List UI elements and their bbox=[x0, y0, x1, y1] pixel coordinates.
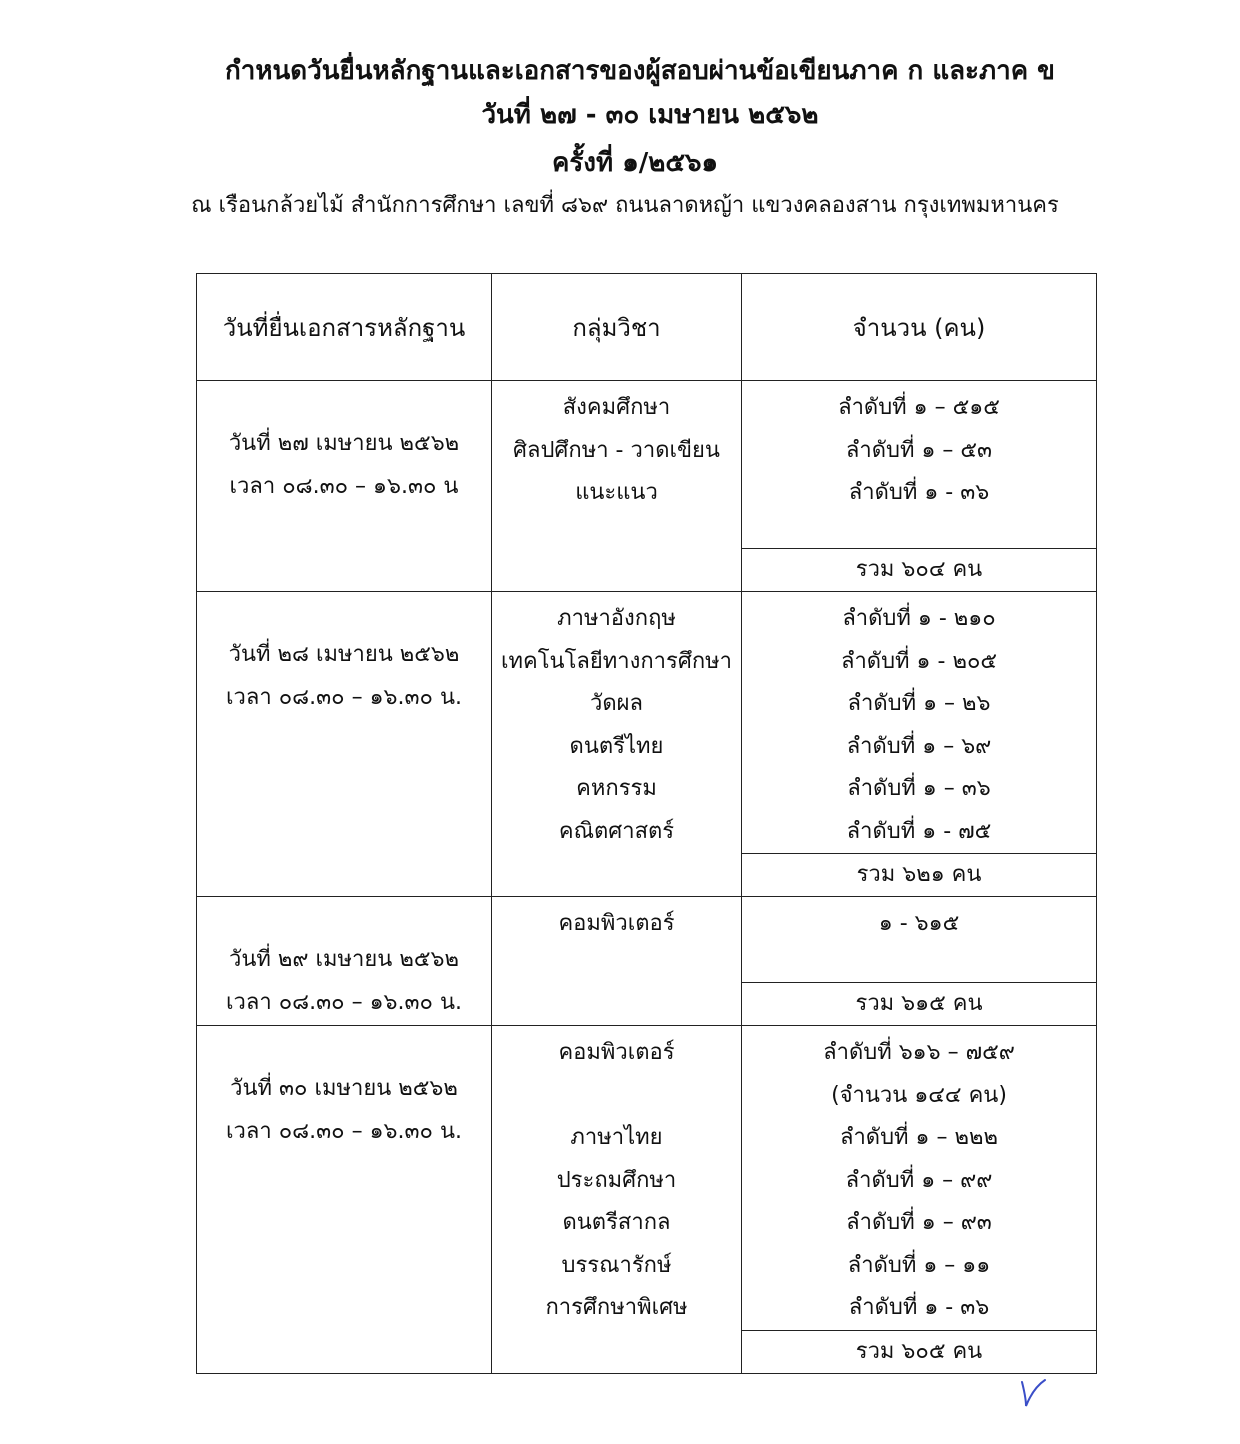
subject-item: ดนตรีสากล bbox=[562, 1210, 671, 1235]
subject-cell bbox=[492, 897, 742, 1026]
date-line: วันที่ ๒๘ เมษายน ๒๕๖๒ bbox=[228, 642, 460, 667]
count-cell bbox=[742, 897, 1097, 983]
count-item: ลำดับที่ ๑ – ๓๖ bbox=[847, 776, 991, 801]
count-item: ลำดับที่ ๑ - ๓๖ bbox=[848, 1295, 990, 1320]
date-cell bbox=[197, 592, 492, 897]
table-row bbox=[197, 592, 1097, 854]
subject-item: บรรณารักษ์ bbox=[561, 1252, 672, 1278]
table-row bbox=[197, 897, 1097, 983]
count-item: ลำดับที่ ๑ - ๒๐๕ bbox=[840, 648, 998, 674]
count-item: ลำดับที่ ๑ – ๙๓ bbox=[846, 1210, 992, 1235]
subject-item: การศึกษาพิเศษ bbox=[545, 1295, 688, 1320]
table-header-row bbox=[197, 274, 1097, 381]
date-line: เวลา ๐๘.๓๐ – ๑๖.๓๐ น. bbox=[226, 684, 462, 710]
date-line: วันที่ ๒๙ เมษายน ๒๕๖๒ bbox=[229, 947, 459, 972]
subject-item: ศิลปศึกษา - วาดเขียน bbox=[513, 437, 720, 463]
subject-item: ภาษาไทย bbox=[570, 1125, 663, 1150]
date-line: วันที่ ๒๗ เมษายน ๒๕๖๒ bbox=[228, 431, 460, 456]
subject-item: ดนตรีไทย bbox=[569, 733, 664, 759]
header-subject: กลุ่มวิชา bbox=[492, 274, 742, 381]
count-item: ลำดับที่ ๑ - ๗๕ bbox=[846, 818, 992, 844]
doc-round: ครั้งที่ ๑/๒๕๖๑ bbox=[551, 148, 719, 178]
count-item: ลำดับที่ ๑ – ๕๓ bbox=[845, 437, 993, 463]
subject-cell bbox=[492, 1026, 742, 1374]
subject-item: วัดผล bbox=[589, 691, 643, 716]
total-cell: รวม ๖๑๕ คน bbox=[742, 983, 1097, 1026]
total-cell: รวม ๖๐๔ คน bbox=[742, 549, 1097, 592]
header-date: วันที่ยื่นเอกสารหลักฐาน bbox=[197, 274, 492, 381]
count-item: ลำดับที่ ๑ - ๓๖ bbox=[848, 480, 990, 505]
subject-item: แนะแนว bbox=[575, 480, 658, 505]
date-line: เวลา ๐๘.๓๐ – ๑๖.๓๐ น. bbox=[226, 1118, 462, 1144]
date-cell bbox=[197, 381, 492, 592]
table-row bbox=[197, 1026, 1097, 1331]
count-item: ลำดับที่ ๖๑๖ – ๗๕๙ bbox=[823, 1040, 1015, 1065]
date-line: เวลา ๐๘.๓๐ – ๑๖.๓๐ น. bbox=[226, 989, 462, 1015]
subject-cell bbox=[492, 592, 742, 897]
count-cell bbox=[742, 1026, 1097, 1331]
total-cell: รวม ๖๒๑ คน bbox=[742, 854, 1097, 897]
subject-item: ประถมศึกษา bbox=[556, 1167, 677, 1193]
date-line: เวลา ๐๘.๓๐ – ๑๖.๓๐ น bbox=[229, 473, 459, 499]
count-cell bbox=[742, 381, 1097, 549]
subject-cell bbox=[492, 381, 742, 592]
schedule-table bbox=[196, 273, 1097, 1374]
subject-item bbox=[492, 1075, 741, 1118]
date-cell bbox=[197, 1026, 492, 1374]
count-item: ๑ - ๖๑๕ bbox=[878, 911, 960, 936]
date-line: วันที่ ๓๐ เมษายน ๒๕๖๒ bbox=[230, 1076, 458, 1101]
handwritten-checkmark bbox=[1018, 1376, 1048, 1410]
count-item: ลำดับที่ ๑ – ๒๒๒ bbox=[839, 1125, 999, 1150]
subject-item: สังคมศึกษา bbox=[562, 395, 671, 420]
table-row bbox=[197, 381, 1097, 549]
subject-item: คอมพิวเตอร์ bbox=[558, 1040, 675, 1065]
subject-item: เทคโนโลยีทางการศึกษา bbox=[500, 648, 732, 674]
doc-date-range: วันที่ ๒๗ - ๓๐ เมษายน ๒๕๖๒ bbox=[481, 100, 819, 130]
count-item: ลำดับที่ ๑ - ๒๑๐ bbox=[842, 606, 996, 631]
count-item: ลำดับที่ ๑ – ๕๑๕ bbox=[838, 395, 1000, 420]
doc-location: ณ เรือนกล้วยไม้ สำนักการศึกษา เลขที่ ๘๖๙ ถนนลาดหญ้า แขวงคลองสาน กรุงเทพมหานคร bbox=[191, 193, 1059, 218]
subject-item: คอมพิวเตอร์ bbox=[558, 911, 675, 936]
total-cell: รวม ๖๐๕ คน bbox=[742, 1330, 1097, 1373]
subject-item: ภาษาอังกฤษ bbox=[557, 606, 676, 631]
count-item: ลำดับที่ ๑ – ๖๙ bbox=[846, 733, 992, 759]
count-item: (จำนวน ๑๔๔ คน) bbox=[831, 1082, 1007, 1108]
count-item: ลำดับที่ ๑ – ๑๑ bbox=[847, 1252, 991, 1278]
subject-item: คหกรรม bbox=[576, 776, 657, 801]
subject-item: คณิตศาสตร์ bbox=[558, 818, 675, 844]
count-cell bbox=[742, 592, 1097, 854]
doc-title: กำหนดวันยื่นหลักฐานและเอกสารของผู้สอบผ่านข้อเขียนภาค ก และภาค ข bbox=[225, 56, 1055, 86]
count-item: ลำดับที่ ๑ – ๙๙ bbox=[845, 1167, 993, 1193]
header-count: จำนวน (คน) bbox=[742, 274, 1097, 381]
date-cell bbox=[197, 897, 492, 1026]
count-item: ลำดับที่ ๑ – ๒๖ bbox=[847, 691, 991, 716]
